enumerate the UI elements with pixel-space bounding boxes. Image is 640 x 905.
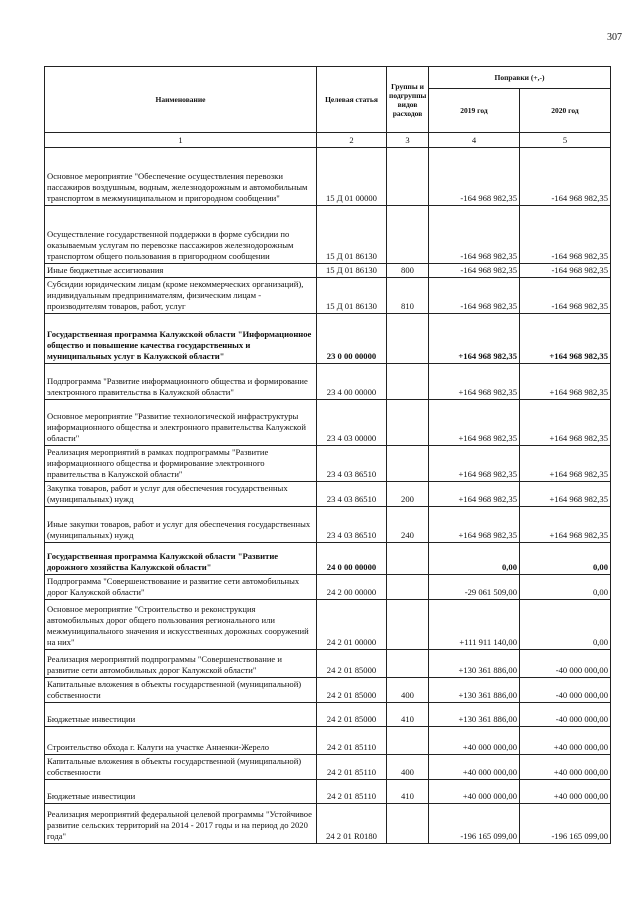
row-amount-2019: +164 968 982,35: [429, 400, 520, 446]
row-target-code: 24 2 01 85000: [317, 703, 387, 727]
row-expense-group: 810: [387, 278, 429, 314]
row-expense-group: 410: [387, 780, 429, 804]
table-row: [45, 678, 611, 703]
table-row: [45, 364, 611, 400]
row-expense-group: [387, 600, 429, 650]
page-number: 307: [607, 32, 622, 43]
table-row: [45, 482, 611, 507]
row-amount-2019: +40 000 000,00: [429, 755, 520, 780]
row-name: Реализация мероприятий в рамках подпрограммы "Развитие информационного общества и формирование электронного правительства в Калужской области": [45, 446, 317, 482]
row-amount-2020: +40 000 000,00: [520, 727, 611, 755]
row-amount-2020: 0,00: [520, 600, 611, 650]
row-target-code: 23 4 03 86510: [317, 482, 387, 507]
header-year-2020: 2020 год: [520, 89, 611, 133]
table-row: [45, 703, 611, 727]
row-amount-2019: -164 968 982,35: [429, 278, 520, 314]
row-amount-2019: +164 968 982,35: [429, 364, 520, 400]
row-name: Основное мероприятие "Развитие технологической инфраструктуры информационного общества и электронного правительства Калужской области": [45, 400, 317, 446]
table-header: [45, 67, 611, 148]
row-amount-2019: +164 968 982,35: [429, 446, 520, 482]
row-name: Закупка товаров, работ и услуг для обеспечения государственных (муниципальных) нужд: [45, 482, 317, 507]
row-name: Субсидии юридическим лицам (кроме некоммерческих организаций), индивидуальным предпринимателям, физическим лицам - производителям товаров, работ, услуг: [45, 278, 317, 314]
row-target-code: 24 2 01 85110: [317, 755, 387, 780]
row-amount-2020: +164 968 982,35: [520, 446, 611, 482]
row-expense-group: [387, 364, 429, 400]
table-row: [45, 446, 611, 482]
table-row: [45, 755, 611, 780]
row-expense-group: 200: [387, 482, 429, 507]
row-expense-group: [387, 400, 429, 446]
row-amount-2020: +40 000 000,00: [520, 755, 611, 780]
row-name: Капитальные вложения в объекты государственной (муниципальной) собственности: [45, 678, 317, 703]
row-amount-2020: -164 968 982,35: [520, 206, 611, 264]
row-expense-group: [387, 148, 429, 206]
row-name: Строительство обхода г. Калуги на участке Анненки-Жерело: [45, 727, 317, 755]
row-amount-2020: 0,00: [520, 543, 611, 575]
row-expense-group: [387, 206, 429, 264]
row-amount-2020: -40 000 000,00: [520, 703, 611, 727]
row-expense-group: 410: [387, 703, 429, 727]
table-row: [45, 400, 611, 446]
table-body: [45, 148, 611, 844]
header-group: Группы и подгруппы видов расходов: [387, 67, 429, 133]
table-row: [45, 780, 611, 804]
header-code: Целевая статья: [317, 67, 387, 133]
budget-amendments-table: [44, 66, 611, 844]
column-number: 4: [429, 133, 520, 148]
column-number: 5: [520, 133, 611, 148]
row-amount-2019: +164 968 982,35: [429, 314, 520, 364]
row-target-code: 23 4 03 00000: [317, 400, 387, 446]
row-target-code: 24 2 01 85110: [317, 780, 387, 804]
table-row: [45, 278, 611, 314]
row-amount-2020: +40 000 000,00: [520, 780, 611, 804]
row-expense-group: [387, 804, 429, 844]
row-target-code: 24 2 01 00000: [317, 600, 387, 650]
row-expense-group: 800: [387, 264, 429, 278]
row-amount-2020: +164 968 982,35: [520, 364, 611, 400]
table-row: [45, 314, 611, 364]
row-target-code: 23 4 00 00000: [317, 364, 387, 400]
row-target-code: 24 2 01 85000: [317, 678, 387, 703]
row-name: Бюджетные инвестиции: [45, 780, 317, 804]
row-amount-2019: -196 165 099,00: [429, 804, 520, 844]
row-target-code: 24 2 01 85000: [317, 650, 387, 678]
row-amount-2020: +164 968 982,35: [520, 400, 611, 446]
table-row: [45, 804, 611, 844]
row-amount-2020: -164 968 982,35: [520, 148, 611, 206]
table-row: [45, 650, 611, 678]
row-amount-2019: +40 000 000,00: [429, 780, 520, 804]
row-name: Подпрограмма "Развитие информационного общества и формирование электронного правительства в Калужской области": [45, 364, 317, 400]
row-amount-2019: +130 361 886,00: [429, 678, 520, 703]
row-amount-2020: -164 968 982,35: [520, 264, 611, 278]
row-amount-2019: -164 968 982,35: [429, 148, 520, 206]
row-target-code: 24 2 01 R0180: [317, 804, 387, 844]
row-expense-group: [387, 575, 429, 600]
row-expense-group: [387, 314, 429, 364]
row-amount-2019: -164 968 982,35: [429, 264, 520, 278]
row-target-code: 15 Д 01 86130: [317, 206, 387, 264]
table-row: [45, 206, 611, 264]
row-name: Реализация мероприятий федеральной целевой программы "Устойчивое развитие сельских территорий на 2014 - 2017 годы и на период до 2020 года": [45, 804, 317, 844]
row-expense-group: [387, 543, 429, 575]
row-name: Основное мероприятие "Обеспечение осуществления перевозки пассажиров воздушным, водным, железнодорожным и автомобильным транспортом в межмуниципальном и пригородном сообщении": [45, 148, 317, 206]
column-number: 2: [317, 133, 387, 148]
row-amount-2020: +164 968 982,35: [520, 482, 611, 507]
table-row: [45, 507, 611, 543]
row-target-code: 24 2 00 00000: [317, 575, 387, 600]
row-name: Подпрограмма "Совершенствование и развитие сети автомобильных дорог Калужской области": [45, 575, 317, 600]
row-expense-group: 400: [387, 678, 429, 703]
column-number: 1: [45, 133, 317, 148]
column-number: 3: [387, 133, 429, 148]
row-amount-2020: -40 000 000,00: [520, 650, 611, 678]
row-expense-group: 240: [387, 507, 429, 543]
table-row: [45, 148, 611, 206]
header-year-2019: 2019 год: [429, 89, 520, 133]
table-row: [45, 600, 611, 650]
row-expense-group: [387, 727, 429, 755]
row-target-code: 15 Д 01 86130: [317, 264, 387, 278]
row-target-code: 15 Д 01 86130: [317, 278, 387, 314]
row-name: Иные закупки товаров, работ и услуг для обеспечения государственных (муниципальных) нужд: [45, 507, 317, 543]
table-row: [45, 575, 611, 600]
row-amount-2019: -164 968 982,35: [429, 206, 520, 264]
header-name: Наименование: [45, 67, 317, 133]
row-expense-group: [387, 650, 429, 678]
row-amount-2020: +164 968 982,35: [520, 507, 611, 543]
row-name: Государственная программа Калужской области "Информационное общество и повышение качества государственных и муниципальных услуг в Калужской области": [45, 314, 317, 364]
row-target-code: 23 0 00 00000: [317, 314, 387, 364]
row-name: Государственная программа Калужской области "Развитие дорожного хозяйства Калужской области": [45, 543, 317, 575]
table-row: [45, 727, 611, 755]
row-name: Осуществление государственной поддержки в форме субсидии по оказываемым услугам по перевозке пассажиров железнодорожным транспортом общего пользования в пригородном сообщении: [45, 206, 317, 264]
row-expense-group: [387, 446, 429, 482]
row-target-code: 23 4 03 86510: [317, 507, 387, 543]
row-name: Реализация мероприятий подпрограммы "Совершенствование и развитие сети автомобильных дорог Калужской области": [45, 650, 317, 678]
row-target-code: 24 2 01 85110: [317, 727, 387, 755]
row-target-code: 23 4 03 86510: [317, 446, 387, 482]
row-name: Иные бюджетные ассигнования: [45, 264, 317, 278]
row-amount-2020: -40 000 000,00: [520, 678, 611, 703]
table-row: [45, 264, 611, 278]
row-name: Бюджетные инвестиции: [45, 703, 317, 727]
row-amount-2019: 0,00: [429, 543, 520, 575]
row-amount-2020: -196 165 099,00: [520, 804, 611, 844]
table-row: [45, 543, 611, 575]
row-amount-2019: +130 361 886,00: [429, 650, 520, 678]
row-name: Капитальные вложения в объекты государственной (муниципальной) собственности: [45, 755, 317, 780]
row-amount-2020: +164 968 982,35: [520, 314, 611, 364]
row-amount-2019: +40 000 000,00: [429, 727, 520, 755]
column-numbers-row: [45, 133, 611, 148]
row-amount-2019: +164 968 982,35: [429, 482, 520, 507]
row-amount-2019: +164 968 982,35: [429, 507, 520, 543]
row-amount-2020: -164 968 982,35: [520, 278, 611, 314]
row-amount-2020: 0,00: [520, 575, 611, 600]
row-amount-2019: -29 061 509,00: [429, 575, 520, 600]
row-amount-2019: +130 361 886,00: [429, 703, 520, 727]
row-target-code: 24 0 00 00000: [317, 543, 387, 575]
row-amount-2019: +111 911 140,00: [429, 600, 520, 650]
row-target-code: 15 Д 01 00000: [317, 148, 387, 206]
header-amendments: Поправки (+,-): [429, 67, 611, 89]
row-expense-group: 400: [387, 755, 429, 780]
row-name: Основное мероприятие "Строительство и реконструкция автомобильных дорог общего пользования регионального или межмуниципального значения и искусственных дорожных сооружений на них": [45, 600, 317, 650]
